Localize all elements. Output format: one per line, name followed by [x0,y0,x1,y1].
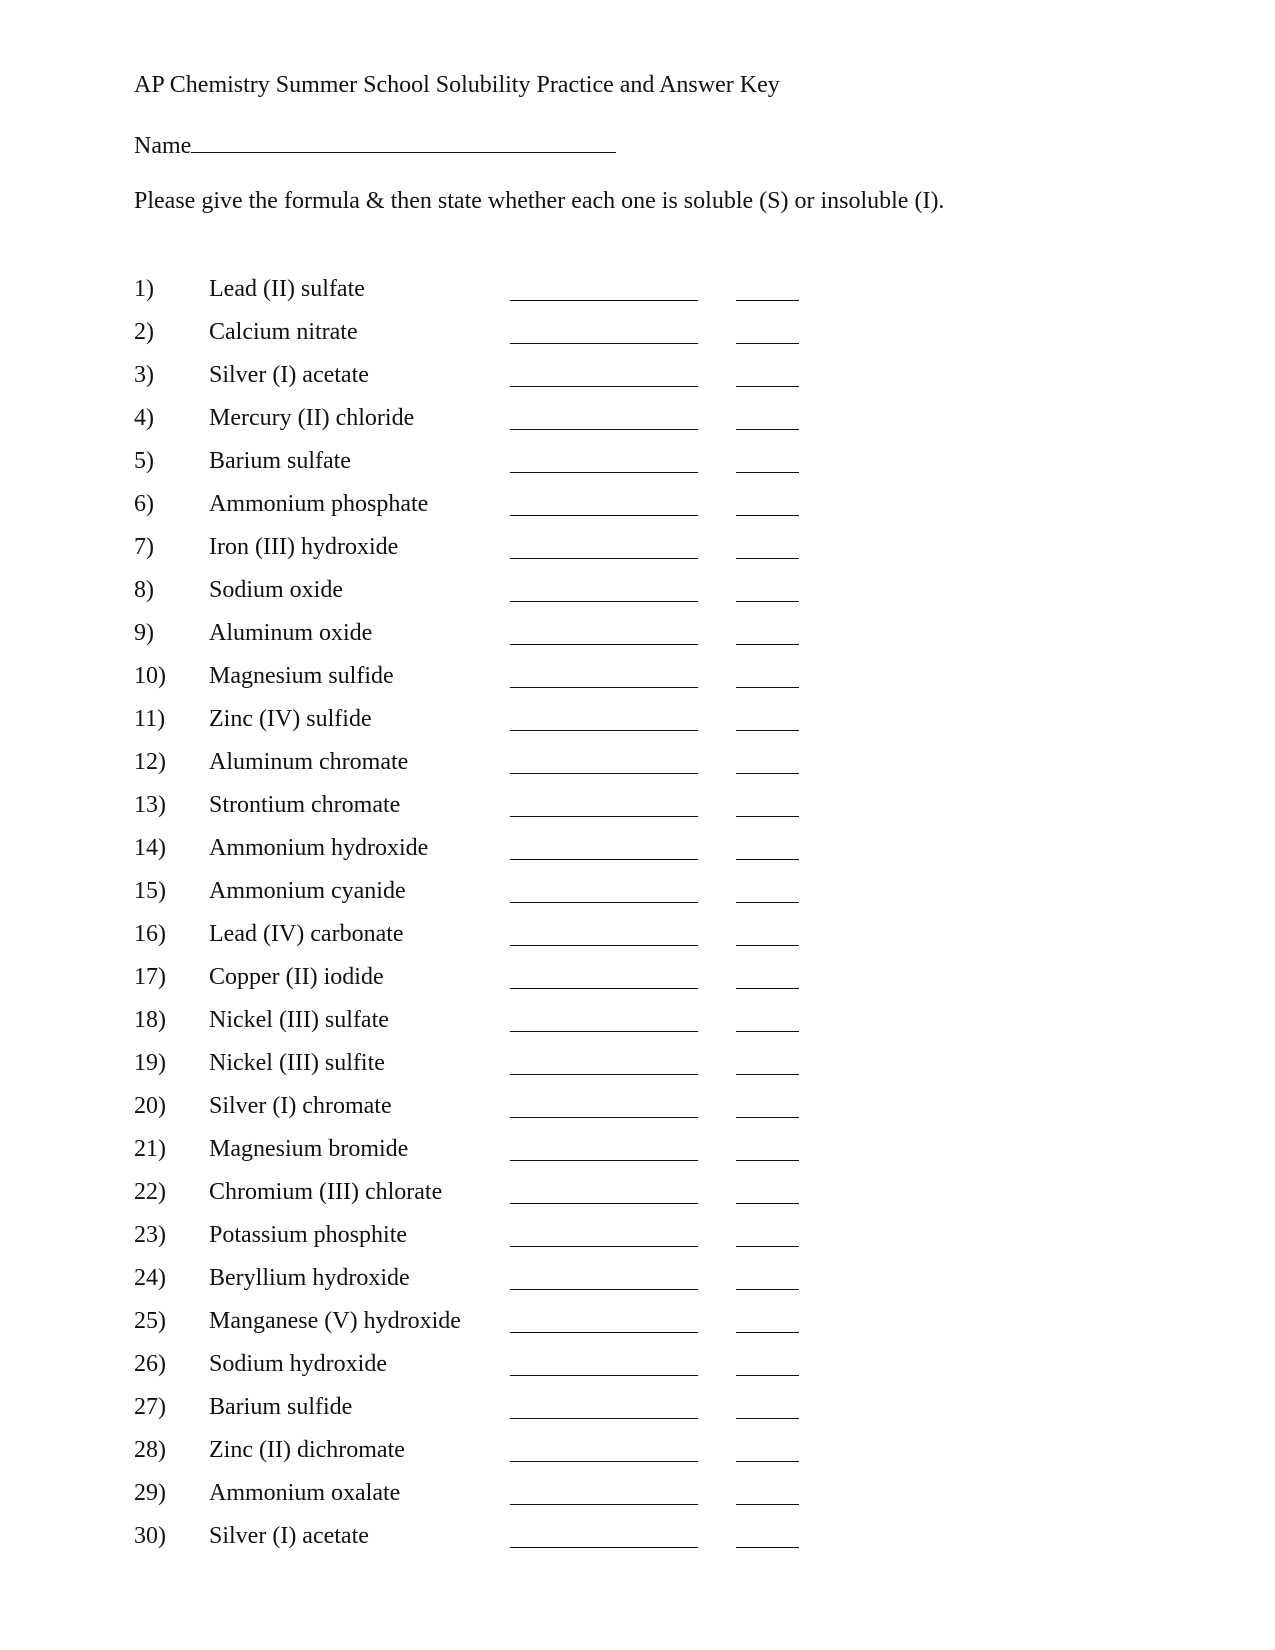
question-row [134,1513,834,1556]
compound-name: Manganese (V) hydroxide [209,1308,461,1334]
question-row [134,696,834,739]
name-field-row [134,130,616,160]
formula-answer-blank[interactable] [510,816,698,817]
formula-answer-blank[interactable] [510,558,698,559]
question-row [134,1040,834,1083]
compound-name: Zinc (IV) sulfide [209,706,372,732]
compound-name: Silver (I) acetate [209,362,369,388]
solubility-answer-blank[interactable] [736,1547,799,1548]
solubility-answer-blank[interactable] [736,945,799,946]
question-number: 3) [134,362,154,388]
solubility-answer-blank[interactable] [736,1246,799,1247]
solubility-answer-blank[interactable] [736,644,799,645]
compound-name: Nickel (III) sulfate [209,1007,389,1033]
formula-answer-blank[interactable] [510,1375,698,1376]
formula-answer-blank[interactable] [510,472,698,473]
solubility-answer-blank[interactable] [736,1461,799,1462]
formula-answer-blank[interactable] [510,343,698,344]
compound-name: Lead (II) sulfate [209,276,365,302]
question-number: 10) [134,663,166,689]
question-number: 15) [134,878,166,904]
solubility-answer-blank[interactable] [736,1332,799,1333]
question-number: 14) [134,835,166,861]
compound-name: Magnesium bromide [209,1136,409,1162]
solubility-answer-blank[interactable] [736,1375,799,1376]
question-row [134,911,834,954]
compound-name: Beryllium hydroxide [209,1265,410,1291]
question-number: 19) [134,1050,166,1076]
question-number: 30) [134,1523,166,1549]
question-row [134,954,834,997]
compound-name: Ammonium oxalate [209,1480,401,1506]
solubility-answer-blank[interactable] [736,816,799,817]
question-number: 24) [134,1265,166,1291]
solubility-answer-blank[interactable] [736,1074,799,1075]
question-row [134,653,834,696]
compound-name: Silver (I) acetate [209,1523,369,1549]
solubility-answer-blank[interactable] [736,1203,799,1204]
question-row [134,610,834,653]
question-number: 12) [134,749,166,775]
compound-name: Barium sulfate [209,448,351,474]
solubility-answer-blank[interactable] [736,1418,799,1419]
compound-name: Mercury (II) chloride [209,405,415,431]
question-number: 29) [134,1480,166,1506]
question-row [134,1470,834,1513]
formula-answer-blank[interactable] [510,644,698,645]
question-number: 13) [134,792,166,818]
question-number: 26) [134,1351,166,1377]
solubility-answer-blank[interactable] [736,988,799,989]
formula-answer-blank[interactable] [510,1117,698,1118]
solubility-answer-blank[interactable] [736,386,799,387]
solubility-answer-blank[interactable] [736,601,799,602]
formula-answer-blank[interactable] [510,429,698,430]
question-row [134,1255,834,1298]
question-number: 8) [134,577,154,603]
compound-name: Sodium oxide [209,577,344,603]
question-row [134,825,834,868]
formula-answer-blank[interactable] [510,1246,698,1247]
compound-name: Copper (II) iodide [209,964,384,990]
question-number: 7) [134,534,154,560]
solubility-answer-blank[interactable] [736,558,799,559]
question-number: 27) [134,1394,166,1420]
question-number: 21) [134,1136,166,1162]
question-list [134,266,834,1556]
formula-answer-blank[interactable] [510,1547,698,1548]
name-label: Name [134,133,192,159]
compound-name: Calcium nitrate [209,319,358,345]
question-row [134,868,834,911]
question-number: 20) [134,1093,166,1119]
compound-name: Silver (I) chromate [209,1093,392,1119]
formula-answer-blank[interactable] [510,730,698,731]
formula-answer-blank[interactable] [510,1332,698,1333]
formula-answer-blank[interactable] [510,300,698,301]
compound-name: Magnesium sulfide [209,663,394,689]
question-row [134,1341,834,1384]
question-row [134,309,834,352]
question-number: 9) [134,620,154,646]
question-number: 11) [134,706,166,732]
formula-answer-blank[interactable] [510,1160,698,1161]
question-row [134,997,834,1040]
question-number: 2) [134,319,154,345]
formula-answer-blank[interactable] [510,945,698,946]
question-number: 5) [134,448,154,474]
question-row [134,567,834,610]
question-row [134,1298,834,1341]
formula-answer-blank[interactable] [510,1418,698,1419]
formula-answer-blank[interactable] [510,988,698,989]
question-number: 18) [134,1007,166,1033]
question-row [134,352,834,395]
solubility-answer-blank[interactable] [736,730,799,731]
instructions: Please give the formula & then state whether each one is soluble (S) or insoluble (I). [134,188,945,214]
solubility-answer-blank[interactable] [736,472,799,473]
question-number: 17) [134,964,166,990]
compound-name: Strontium chromate [209,792,401,818]
question-number: 16) [134,921,166,947]
formula-answer-blank[interactable] [510,859,698,860]
compound-name: Barium sulfide [209,1394,353,1420]
formula-answer-blank[interactable] [510,515,698,516]
formula-answer-blank[interactable] [510,773,698,774]
compound-name: Lead (IV) carbonate [209,921,404,947]
formula-answer-blank[interactable] [510,1203,698,1204]
compound-name: Aluminum chromate [209,749,409,775]
solubility-answer-blank[interactable] [736,1504,799,1505]
question-row [134,438,834,481]
compound-name: Nickel (III) sulfite [209,1050,385,1076]
compound-name: Potassium phosphite [209,1222,408,1248]
solubility-answer-blank[interactable] [736,1031,799,1032]
formula-answer-blank[interactable] [510,902,698,903]
question-row [134,395,834,438]
formula-answer-blank[interactable] [510,1289,698,1290]
formula-answer-blank[interactable] [510,1461,698,1462]
question-row [134,1169,834,1212]
solubility-answer-blank[interactable] [736,773,799,774]
compound-name: Ammonium phosphate [209,491,429,517]
compound-name: Aluminum oxide [209,620,373,646]
compound-name: Ammonium cyanide [209,878,406,904]
question-row [134,481,834,524]
solubility-answer-blank[interactable] [736,1289,799,1290]
question-number: 4) [134,405,154,431]
question-row [134,266,834,309]
question-number: 28) [134,1437,166,1463]
compound-name: Sodium hydroxide [209,1351,387,1377]
solubility-answer-blank[interactable] [736,300,799,301]
formula-answer-blank[interactable] [510,1031,698,1032]
solubility-answer-blank[interactable] [736,1160,799,1161]
question-row [134,1083,834,1126]
question-row [134,782,834,825]
solubility-answer-blank[interactable] [736,429,799,430]
formula-answer-blank[interactable] [510,386,698,387]
question-row [134,1427,834,1470]
question-number: 1) [134,276,154,302]
question-number: 23) [134,1222,166,1248]
question-number: 22) [134,1179,166,1205]
solubility-answer-blank[interactable] [736,343,799,344]
question-row [134,1126,834,1169]
compound-name: Zinc (II) dichromate [209,1437,405,1463]
solubility-answer-blank[interactable] [736,515,799,516]
question-row [134,1384,834,1427]
solubility-answer-blank[interactable] [736,687,799,688]
formula-answer-blank[interactable] [510,601,698,602]
solubility-answer-blank[interactable] [736,859,799,860]
question-row [134,739,834,782]
question-row [134,524,834,567]
compound-name: Iron (III) hydroxide [209,534,399,560]
page-title: AP Chemistry Summer School Solubility Practice and Answer Key [134,72,780,98]
solubility-answer-blank[interactable] [736,902,799,903]
question-number: 25) [134,1308,166,1334]
compound-name: Chromium (III) chlorate [209,1179,443,1205]
compound-name: Ammonium hydroxide [209,835,429,861]
formula-answer-blank[interactable] [510,1504,698,1505]
name-blank-line[interactable] [191,130,616,153]
formula-answer-blank[interactable] [510,687,698,688]
question-row [134,1212,834,1255]
solubility-answer-blank[interactable] [736,1117,799,1118]
question-number: 6) [134,491,154,517]
formula-answer-blank[interactable] [510,1074,698,1075]
